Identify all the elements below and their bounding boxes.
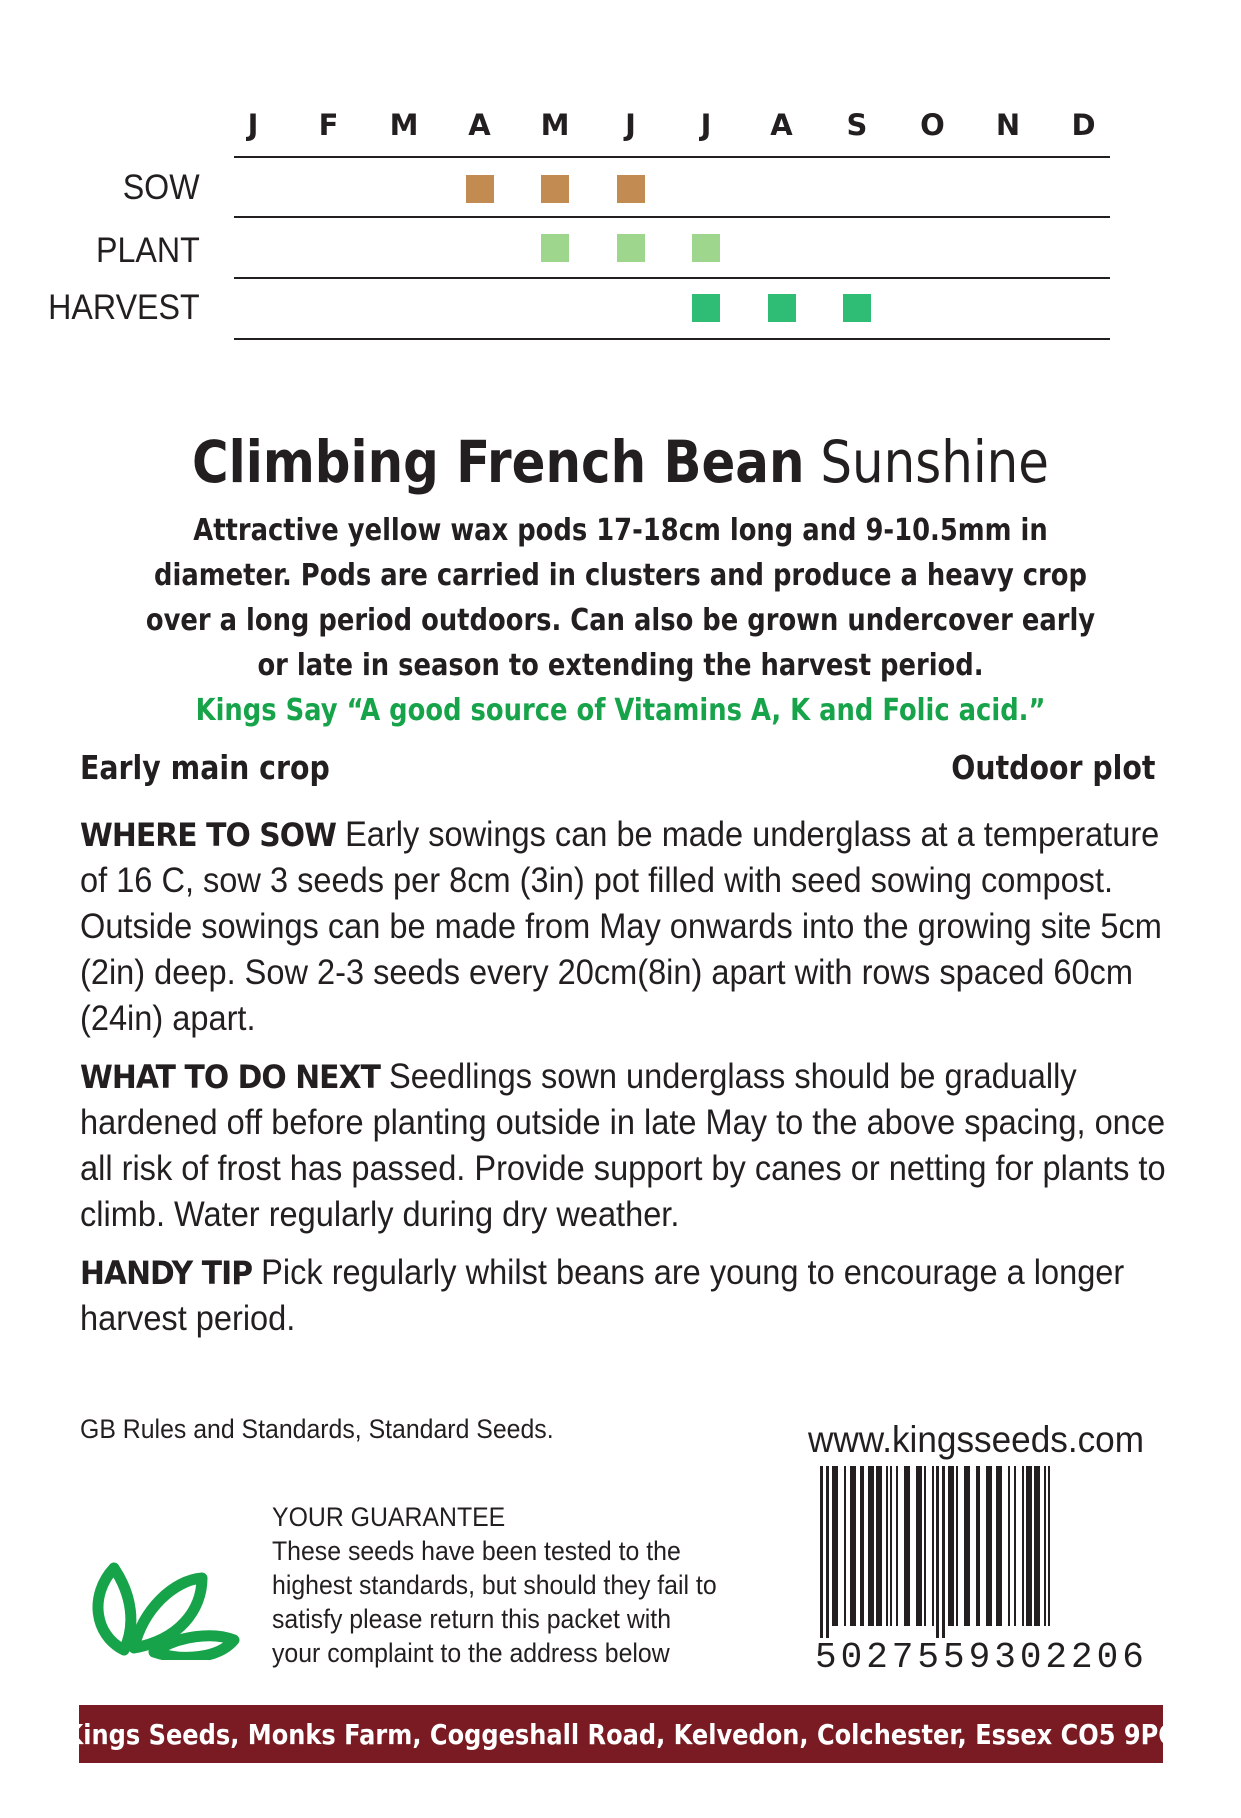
calendar-cell-sow bbox=[541, 175, 569, 203]
month-label: A bbox=[770, 108, 793, 142]
barcode-icon bbox=[818, 1466, 1178, 1638]
what-to-do-next-heading: WHAT TO DO NEXT bbox=[80, 1058, 380, 1096]
product-description-block bbox=[138, 508, 1102, 733]
row-label-sow: SOW bbox=[123, 168, 200, 207]
product-variety: Sunshine bbox=[820, 428, 1049, 496]
product-description: Attractive yellow wax pods 17-18cm long and 9-10.5mm in diameter. Pods are carried in clusters and produce a heavy crop over a long period outdoors. Can also be grown undercover early or late in season to extending the harvest period. bbox=[145, 513, 1096, 683]
kings-leaf-logo-icon bbox=[84, 1540, 244, 1660]
month-label: J bbox=[625, 108, 636, 142]
calendar-divider bbox=[234, 216, 1110, 218]
calendar-cell-plant bbox=[617, 234, 645, 262]
calendar-divider bbox=[234, 277, 1110, 279]
calendar-cell-harvest bbox=[768, 294, 796, 322]
month-label: F bbox=[318, 108, 339, 142]
calendar-cell-plant bbox=[541, 234, 569, 262]
month-label: M bbox=[389, 108, 419, 142]
row-label-plant: PLANT bbox=[96, 231, 200, 270]
website-url[interactable]: www.kingsseeds.com bbox=[808, 1419, 1145, 1460]
month-label: N bbox=[995, 108, 1021, 142]
handy-tip bbox=[80, 1250, 1190, 1342]
where-to-sow-heading: WHERE TO SOW bbox=[80, 816, 337, 854]
where-to-sow bbox=[80, 812, 1190, 1042]
guarantee-heading: YOUR GUARANTEE bbox=[272, 1502, 506, 1532]
calendar-cell-sow bbox=[466, 175, 494, 203]
product-name: Climbing French Bean bbox=[192, 428, 805, 496]
guarantee-line: highest standards, but should they fail to bbox=[272, 1570, 717, 1600]
month-label: J bbox=[247, 108, 259, 142]
standards-note: GB Rules and Standards, Standard Seeds. bbox=[80, 1414, 554, 1444]
what-to-do-next bbox=[80, 1054, 1190, 1238]
growing-location: Outdoor plot bbox=[950, 748, 1155, 787]
product-title bbox=[87, 428, 1154, 496]
guarantee-line: your complaint to the address below bbox=[272, 1638, 670, 1668]
month-label: D bbox=[1071, 108, 1096, 142]
where-to-sow-text: Early sowings can be made underglass at a temperature of 16 C, sow 3 seeds per 8cm (3in) pot filled with seed sowing compost. Outside sowings can be made from May onwards into the growing site 5cm (2in) deep. Sow 2-3 seeds every 20cm(8in) apart with rows spaced 60cm (24in) apart. bbox=[80, 815, 1162, 1038]
guarantee-line: satisfy please return this packet with bbox=[272, 1604, 672, 1634]
guarantee-line: These seeds have been tested to the bbox=[272, 1536, 681, 1566]
calendar-cell-harvest bbox=[843, 294, 871, 322]
calendar-cell-plant bbox=[692, 234, 720, 262]
crop-type: Early main crop bbox=[80, 748, 330, 787]
handy-tip-text: Pick regularly whilst beans are young to encourage a longer harvest period. bbox=[80, 1253, 1125, 1338]
month-label: J bbox=[700, 108, 712, 142]
row-label-harvest: HARVEST bbox=[48, 288, 200, 327]
address-footer bbox=[64, 1705, 1178, 1763]
what-to-do-next-text: Seedlings sown underglass should be gradually hardened off before planting outside in late May to the above spacing, once all risk of frost has passed. Provide support by canes or netting for plants to climb. Water regularly during dry weather. bbox=[80, 1057, 1166, 1234]
calendar-divider bbox=[234, 156, 1110, 158]
handy-tip-heading: HANDY TIP bbox=[80, 1254, 253, 1292]
calendar-cell-harvest bbox=[692, 294, 720, 322]
month-label: A bbox=[468, 108, 491, 142]
month-label: M bbox=[540, 108, 570, 142]
month-label: S bbox=[846, 108, 868, 142]
guarantee-block bbox=[272, 1500, 717, 1670]
calendar-cell-sow bbox=[617, 175, 645, 203]
company-address: Kings Seeds, Monks Farm, Coggeshall Road, Kelvedon, Colchester, Essex CO5 9PG bbox=[64, 1717, 1178, 1751]
barcode-number: 5027559302206 bbox=[815, 1637, 1148, 1678]
month-label: O bbox=[920, 108, 945, 142]
kings-say: Kings Say “A good source of Vitamins A, K and Folic acid.” bbox=[195, 693, 1046, 728]
calendar-divider bbox=[234, 338, 1110, 340]
